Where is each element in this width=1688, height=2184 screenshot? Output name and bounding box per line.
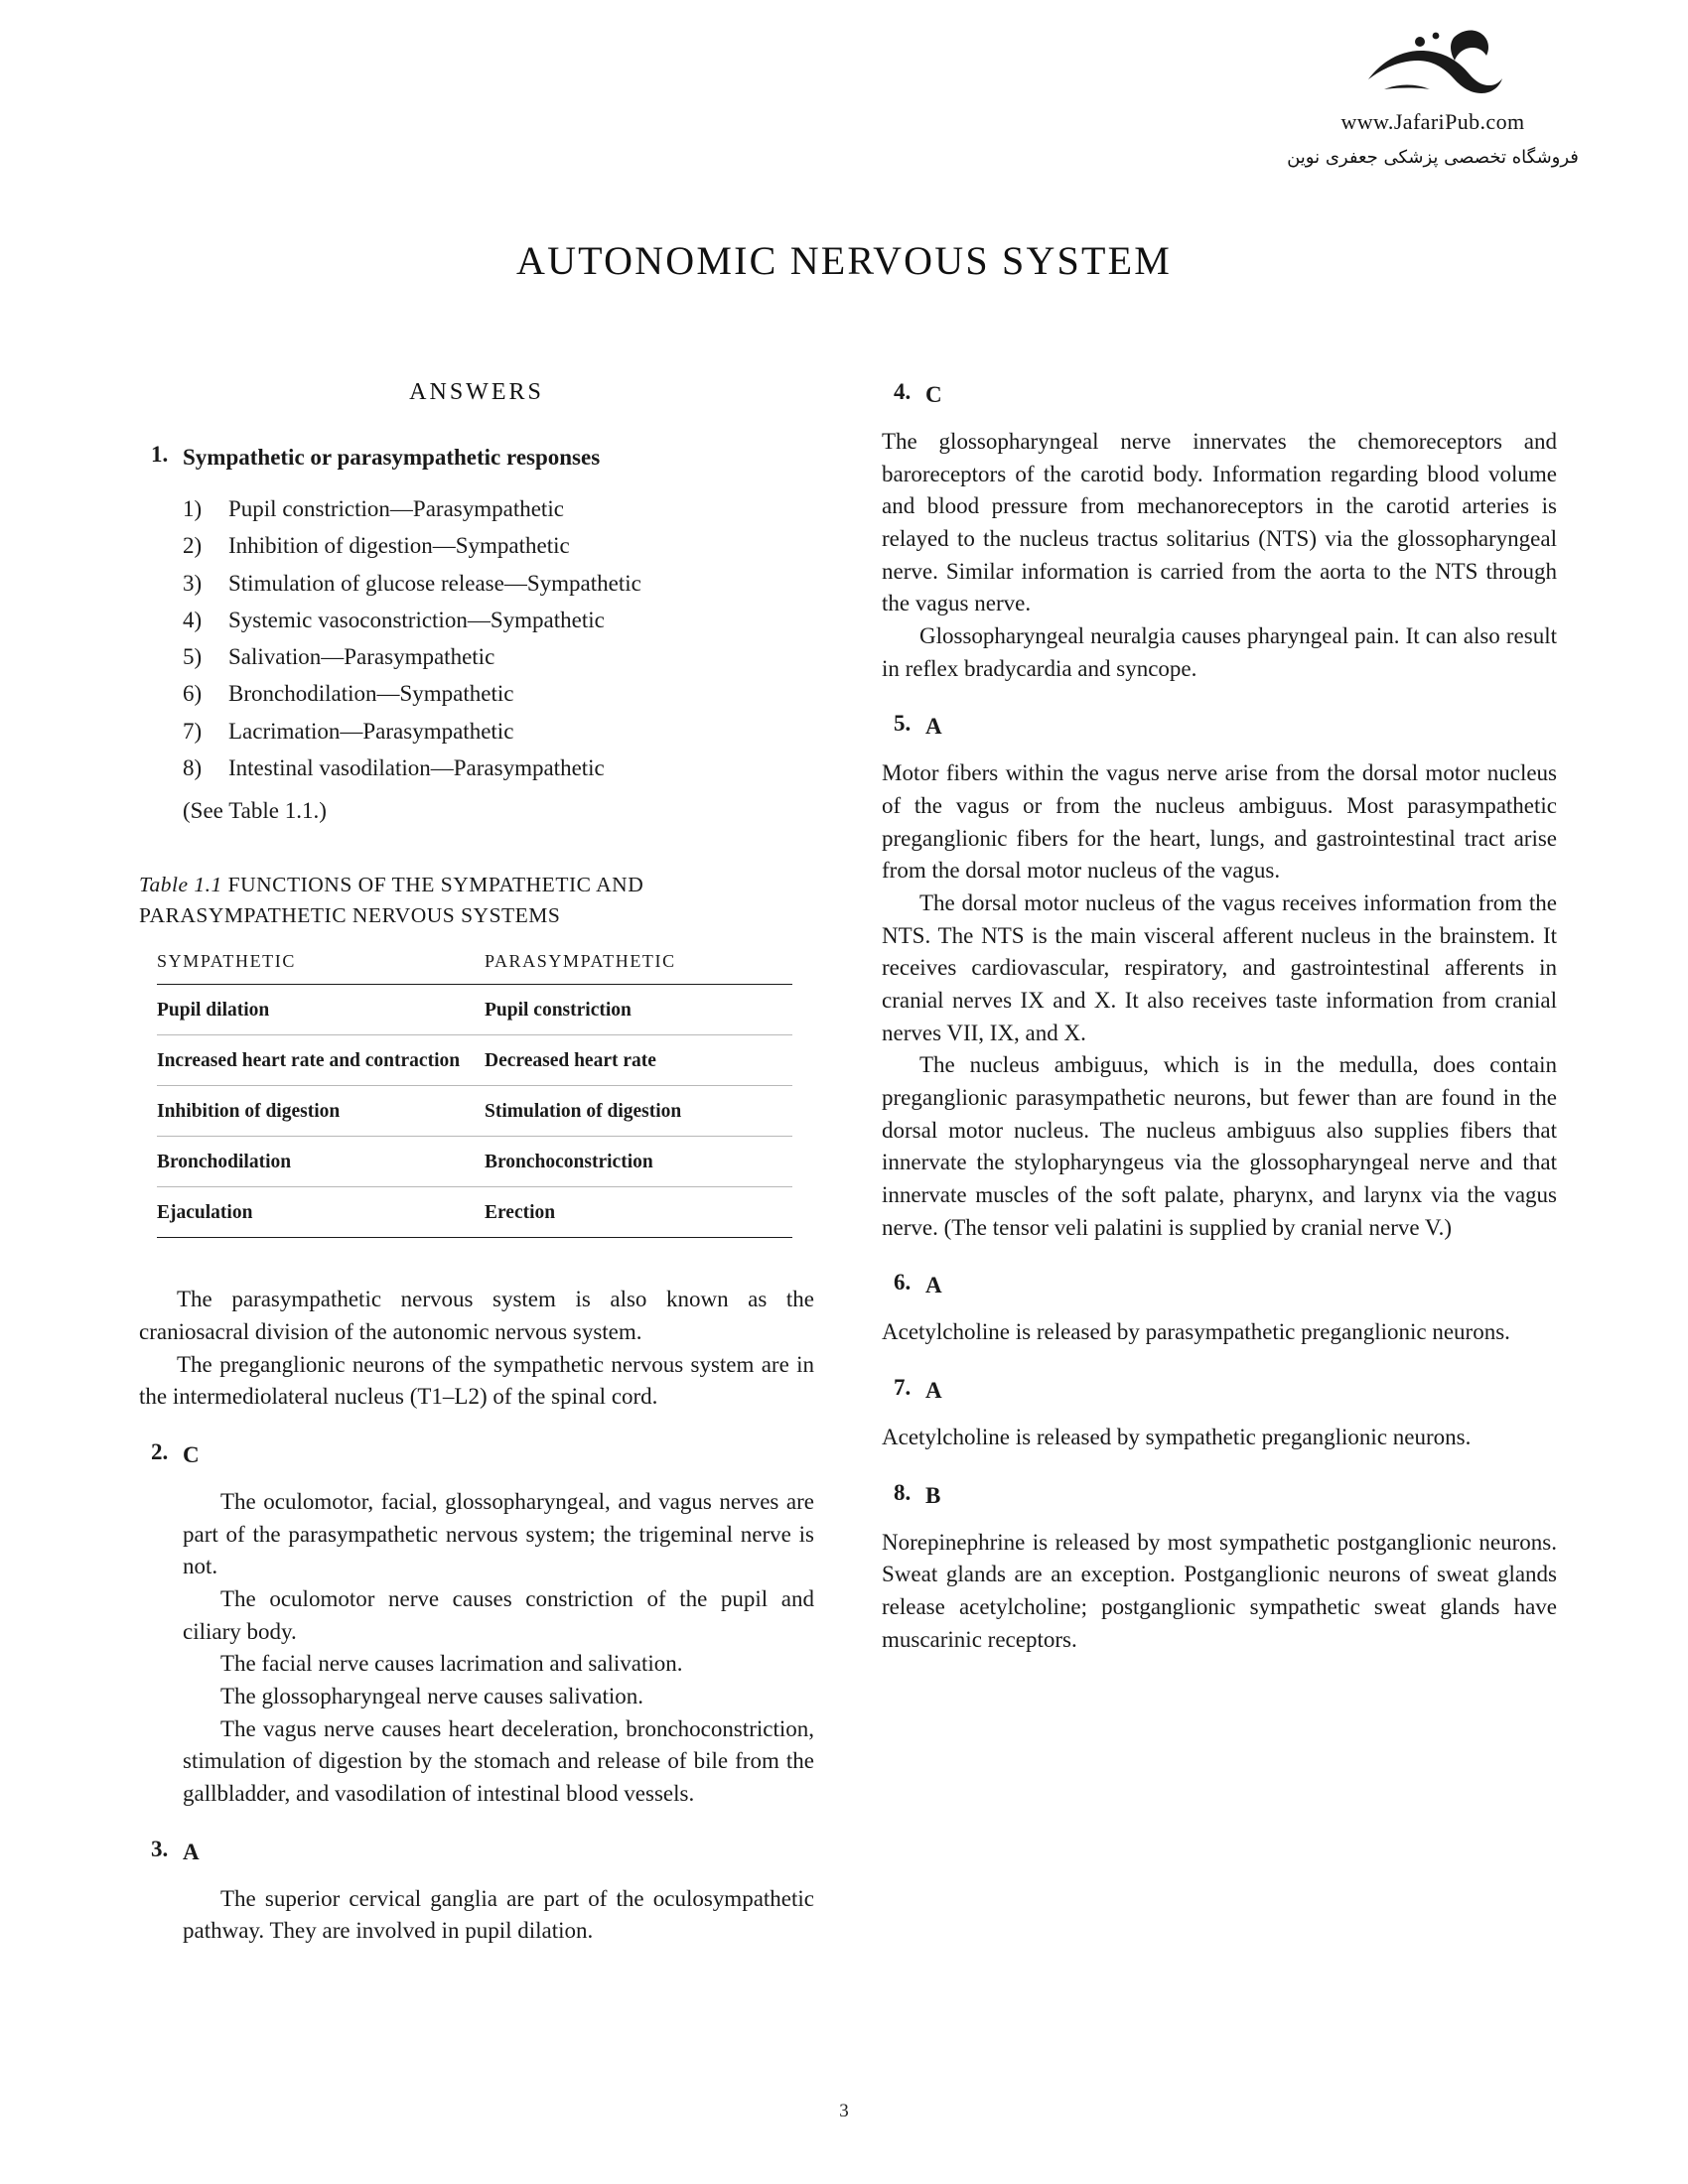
table-caption-text: FUNCTIONS OF THE SYMPATHETIC AND PARASYMPATHETIC NERVOUS SYSTEMS [139,873,644,928]
table-cell: Bronchoconstriction [485,1137,792,1187]
answer-1-list [183,490,814,786]
publisher-logo-block [1269,22,1597,168]
list-item [183,675,814,712]
answer-4-paragraphs [882,426,1557,685]
answer-number-2: 2. [151,1439,169,1465]
post-table-paragraphs [139,1284,814,1414]
paragraph: The glossopharyngeal nerve innervates the chemoreceptors and baroreceptors of the carotid body. Information regarding blood volume and blood pressure from mechanoreceptors in the carotid arteries is relayed to the nucleus tractus solitarius (NTS) via the glossopharyngeal nerve. Similar information is carried from the aorta to the NTS through the vagus nerve. [882,429,1557,616]
paragraph: Acetylcholine is released by parasympathetic preganglionic neurons. [882,1319,1510,1345]
paragraph: The nucleus ambiguus, which is in the medulla, does contain preganglionic parasympathetic neurons, but fewer than are found in the dorsal motor nucleus. The nucleus ambiguus also supplies fibers that innervate the stylopharyngeus via the glossopharyngeal nerve and that innervate muscles of the soft palate, pharynx, and larynx via the vagus nerve. (The tensor veli palatini is supplied by cranial nerve V.) [882,1052,1557,1240]
answer-number-6: 6. [894,1270,912,1296]
table-cell: Decreased heart rate [485,1035,792,1086]
list-item-text: Bronchodilation—Sympathetic [228,681,514,707]
list-item [183,750,814,786]
paragraph: The dorsal motor nucleus of the vagus receives information from the NTS. The NTS is the main visceral afferent nucleus in the brainstem. It receives cardiovascular, respiratory, and gastrointestinal afferents in cranial nerves IX and X. It also receives taste information from cranial nerves VII, IX, and X. [882,889,1557,1045]
answer-title-1: Sympathetic or parasympathetic responses [183,445,601,470]
list-item [183,565,814,602]
answer-2-paragraphs [183,1486,814,1811]
paragraph: The vagus nerve causes heart deceleration, bronchoconstriction, stimulation of digestion by the stomach and release of bile from the gallbladder, and vasodilation of intestinal blood vessels. [183,1715,814,1806]
list-item-text: Intestinal vasodilation—Parasympathetic [228,754,605,780]
list-item [183,713,814,750]
list-item-number: 2) [183,533,203,559]
answer-number-3: 3. [151,1836,169,1861]
list-item [183,638,814,675]
table-header-row [157,951,792,985]
answer-block-1 [139,442,814,824]
paragraph: Acetylcholine is released by sympathetic preganglionic neurons. [882,1424,1472,1449]
list-item-text: Pupil constriction—Parasympathetic [228,496,564,522]
answer-letter-5: A [925,714,942,740]
list-item-text: Salivation—Parasympathetic [228,644,495,670]
answer-block-7 [882,1375,1557,1406]
answer-letter-3: A [183,1839,200,1864]
table-reference-note: (See Table 1.1.) [183,798,327,824]
list-item-text: Inhibition of digestion—Sympathetic [228,533,570,559]
table-cell: Inhibition of digestion [157,1086,485,1137]
paragraph: The parasympathetic nervous system is also known as the craniosacral division of the autonomic nervous system. [139,1287,814,1345]
list-item [183,602,814,638]
table-row [157,1086,792,1137]
answer-number-7: 7. [894,1374,912,1400]
list-item [183,527,814,564]
paragraph: The oculomotor nerve causes constriction of the pupil and ciliary body. [183,1586,814,1644]
paragraph: The superior cervical ganglia are part of the oculosympathetic pathway. They are involved in pupil dilation. [183,1885,814,1944]
table-caption-label: Table 1.1 [139,873,222,897]
column-header-parasympathetic: PARASYMPATHETIC [485,951,792,985]
answer-letter-6: A [925,1273,942,1298]
table-cell: Increased heart rate and contraction [157,1035,485,1086]
table-cell: Ejaculation [157,1187,485,1238]
publisher-tagline: فروشگاه تخصصی پزشکی جعفری نوین [1287,147,1579,168]
answer-block-8 [882,1480,1557,1511]
answer-letter-8: B [925,1482,941,1508]
left-column [139,379,814,1948]
answer-block-3 [139,1837,814,1948]
answer-block-5 [882,711,1557,742]
paragraph: The preganglionic neurons of the sympathetic nervous system are in the intermediolateral nucleus (T1–L2) of the spinal cord. [139,1351,814,1410]
two-column-body [139,379,1559,1948]
table-row [157,1035,792,1086]
publisher-url[interactable]: www.JafariPub.com [1340,109,1525,134]
table-cell: Stimulation of digestion [485,1086,792,1137]
table-cell: Bronchodilation [157,1137,485,1187]
page-title: AUTONOMIC NERVOUS SYSTEM [515,237,1173,283]
answer-6-paragraphs [882,1316,1557,1349]
table-row [157,1137,792,1187]
table-cell: Pupil constriction [485,985,792,1035]
answer-5-paragraphs [882,757,1557,1244]
paragraph: Norepinephrine is released by most sympathetic postganglionic neurons. Sweat glands are an exception. Postganglionic neurons of sweat glands release acetylcholine; postganglionic sympathetic sweat glands have muscarinic receptors. [882,1529,1557,1652]
paragraph: The glossopharyngeal nerve causes salivation. [220,1684,644,1708]
table-cell: Erection [485,1187,792,1238]
page-number: 3 [839,2101,849,2121]
list-item-number: 8) [183,754,203,780]
list-item-number: 7) [183,718,203,744]
answer-number-8: 8. [894,1479,912,1505]
paragraph: Motor fibers within the vagus nerve arise from the dorsal motor nucleus of the vagus or from the nucleus ambiguus. Most parasympathetic preganglionic fibers for the heart, lungs, and gastrointestinal tract arise from the dorsal motor nucleus of the vagus. [882,760,1557,884]
answer-number-5: 5. [894,711,912,737]
list-item-number: 6) [183,681,203,707]
answer-3-paragraphs [183,1883,814,1948]
list-item-number: 5) [183,644,203,670]
answer-block-4 [882,379,1557,410]
jafaripub-logo-icon [1269,22,1597,107]
answer-letter-4: C [925,382,942,407]
paragraph: The facial nerve causes lacrimation and salivation. [220,1651,683,1677]
answer-7-paragraphs [882,1422,1557,1454]
list-item-text: Stimulation of glucose release—Sympathetic [228,570,641,596]
table-1-1 [139,870,814,1238]
list-item-text: Systemic vasoconstriction—Sympathetic [228,607,605,632]
functions-table [157,951,792,1238]
answer-number-4: 4. [894,379,912,404]
answer-number-1: 1. [151,442,169,467]
answers-heading: ANSWERS [409,379,544,405]
paragraph: Glossopharyngeal neuralgia causes pharyngeal pain. It can also result in reflex bradycardia and syncope. [882,622,1557,681]
paragraph: The oculomotor, facial, glossopharyngeal, and vagus nerves are part of the parasympathetic nervous system; the trigeminal nerve is not. [183,1489,814,1579]
table-row [157,1187,792,1238]
answer-block-2 [139,1439,814,1811]
table-cell: Pupil dilation [157,985,485,1035]
answer-8-paragraphs [882,1527,1557,1657]
right-column [882,379,1557,1948]
list-item-number: 1) [183,496,203,522]
list-item-number: 4) [183,607,203,632]
list-item [183,490,814,527]
table-row [157,985,792,1035]
answer-letter-2: C [183,1442,200,1468]
answer-block-6 [882,1270,1557,1300]
list-item-number: 3) [183,570,203,596]
table-caption [139,870,814,931]
column-header-sympathetic: SYMPATHETIC [157,951,485,985]
answer-letter-7: A [925,1377,942,1403]
list-item-text: Lacrimation—Parasympathetic [228,718,514,744]
